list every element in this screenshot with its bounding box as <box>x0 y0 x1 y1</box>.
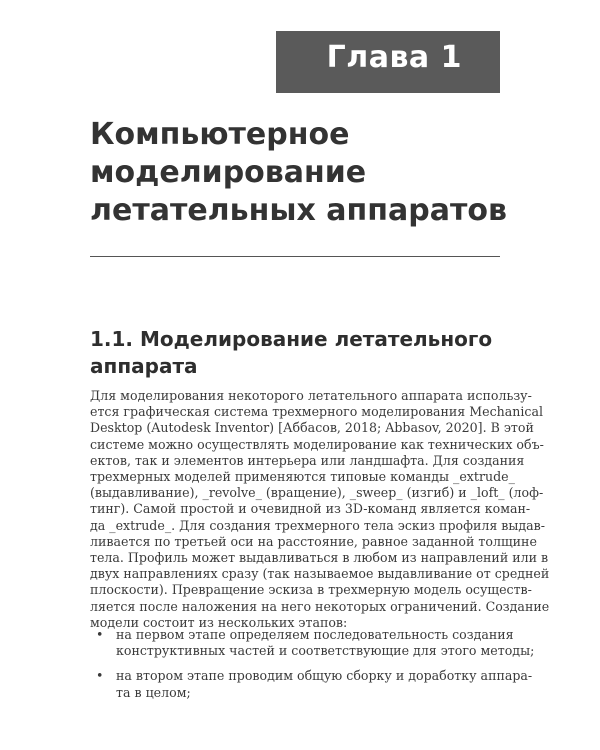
paragraph-line: системе можно осуществлять моделирование как технических объ- <box>90 436 544 452</box>
bullet-line: на первом этапе определяем последовательность создания <box>116 627 514 642</box>
bullet-dot-icon: • <box>96 627 104 642</box>
chapter-label: Глава 1 <box>326 40 462 75</box>
body-paragraph <box>90 388 550 631</box>
bullet-item <box>90 668 533 700</box>
chapter-banner <box>276 31 500 93</box>
paragraph-line: тела. Профиль может выдавливаться в любом из направлений или в <box>90 550 549 566</box>
paragraph-line: Для моделирования некоторого летательного аппарата использу- <box>90 388 532 403</box>
bullet-dot-icon: • <box>96 668 104 684</box>
paragraph-line: ливается по третьей оси на расстояние, равное заданной толщине <box>90 533 537 549</box>
chapter-title-line: Компьютерное <box>90 117 350 152</box>
section-heading-line: аппарата <box>90 354 198 378</box>
section-heading-line: 1.1. Моделирование летательного <box>90 327 493 351</box>
paragraph-line: Desktop (Autodesk Inventor) [Аббасов, 2018; Abbasov, 2020]. В этой <box>90 420 534 436</box>
paragraph-line: ектов, так и элементов интерьера или ландшафта. Для создания <box>90 452 525 468</box>
section-heading <box>90 326 510 380</box>
paragraph-line: тинг). Самой простой и очевидной из 3D-команд является коман- <box>90 501 531 517</box>
bullet-line: та в целом; <box>116 684 191 700</box>
paragraph-line: модели состоит из нескольких этапов: <box>90 614 348 630</box>
bullet-item <box>90 627 535 659</box>
chapter-title <box>90 116 510 230</box>
bullet-line: на втором этапе проводим общую сборку и доработку аппара- <box>116 668 533 684</box>
paragraph-line: ется графическая система трехмерного моделирования Mechanical <box>90 404 543 420</box>
paragraph-line: ляется после наложения на него некоторых ограничений. Создание <box>90 598 550 614</box>
bullet-list <box>90 627 535 710</box>
paragraph-line: плоскости). Превращение эскиза в трехмерную модель осуществ- <box>90 582 532 598</box>
paragraph-line: да _extrude_. Для создания трехмерного тела эскиз профиля выдав- <box>90 517 546 533</box>
paragraph-line: двух направлениях сразу (так называемое выдавливание от средней <box>90 566 550 582</box>
chapter-title-line: летательных аппаратов <box>90 193 507 228</box>
chapter-title-line: моделирование <box>90 155 367 190</box>
bullet-line: конструктивных частей и соответствующие для этого методы; <box>116 643 535 659</box>
paragraph-line: трехмерных моделей применяются типовые команды _extrude_ <box>90 469 515 485</box>
paragraph-line: (выдавливание), _revolve_ (вращение), _sweep_ (изгиб) и _loft_ (лоф- <box>90 485 544 501</box>
title-divider <box>90 256 500 257</box>
